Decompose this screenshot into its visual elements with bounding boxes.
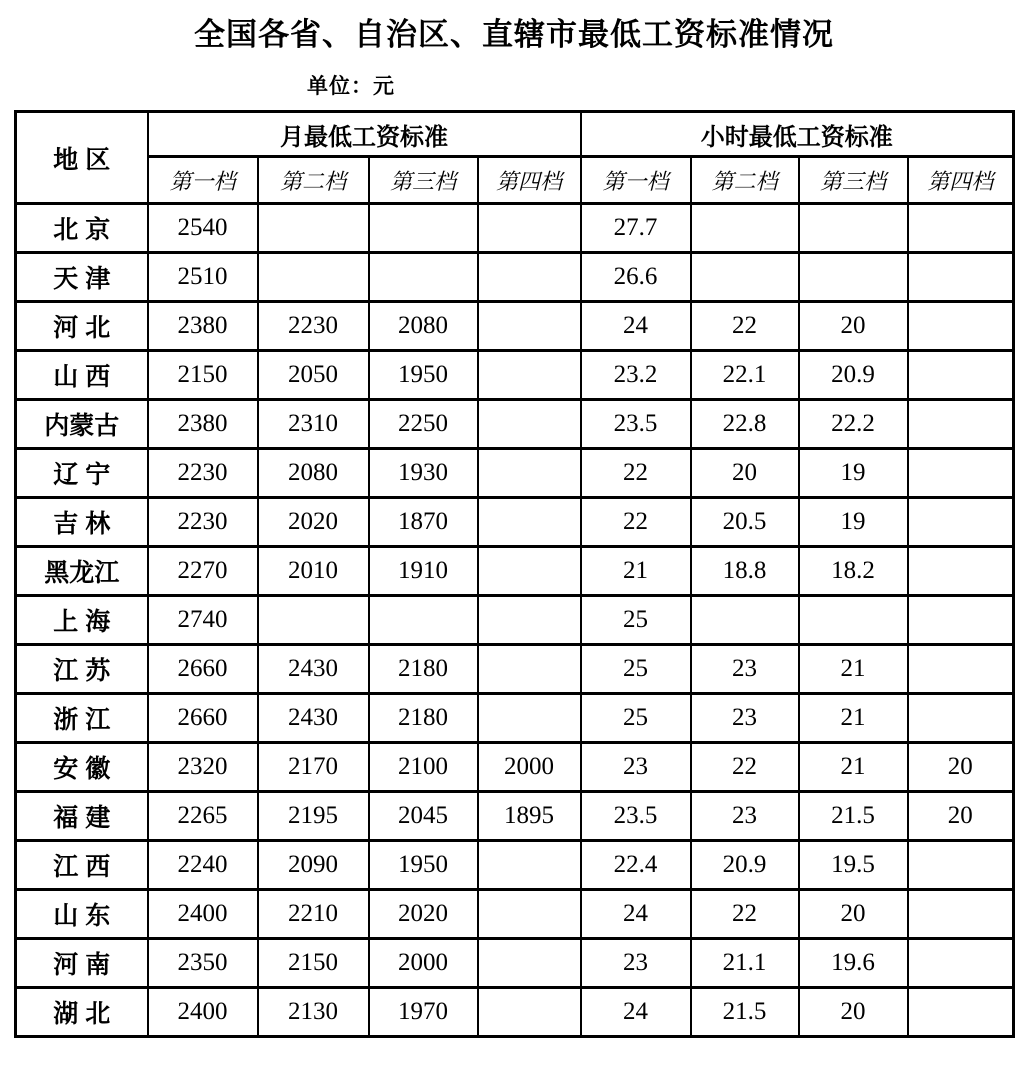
monthly-tier-cell: 2130 [258, 988, 369, 1037]
unit-label: 单位：元 [307, 75, 395, 98]
hourly-tier-cell: 21.5 [691, 988, 799, 1037]
table-row [16, 253, 1014, 302]
monthly-tier-cell: 2430 [258, 645, 369, 694]
monthly-tier-cell: 2740 [148, 596, 258, 645]
hourly-tier-cell: 21 [581, 547, 691, 596]
hourly-tier-cell [691, 596, 799, 645]
hourly-tier-cell: 20 [908, 743, 1014, 792]
hourly-tier-cell [799, 596, 908, 645]
monthly-tier-cell [478, 400, 581, 449]
monthly-tier-cell: 2050 [258, 351, 369, 400]
hourly-tier-cell: 20.5 [691, 498, 799, 547]
header-hourly-tier-4: 第四档 [908, 157, 1014, 204]
hourly-tier-cell [908, 351, 1014, 400]
hourly-tier-cell [908, 253, 1014, 302]
monthly-tier-cell: 2430 [258, 694, 369, 743]
hourly-tier-cell: 22.4 [581, 841, 691, 890]
monthly-tier-cell [478, 988, 581, 1037]
hourly-tier-cell: 19.6 [799, 939, 908, 988]
hourly-tier-cell: 18.2 [799, 547, 908, 596]
hourly-tier-cell: 21.1 [691, 939, 799, 988]
monthly-tier-cell: 2265 [148, 792, 258, 841]
hourly-tier-cell [908, 890, 1014, 939]
monthly-tier-cell [478, 498, 581, 547]
header-monthly-group: 月最低工资标准 [148, 112, 581, 157]
hourly-tier-cell: 23 [691, 694, 799, 743]
monthly-tier-cell: 2380 [148, 302, 258, 351]
hourly-tier-cell: 21.5 [799, 792, 908, 841]
table-row [16, 792, 1014, 841]
hourly-tier-cell [908, 988, 1014, 1037]
table-header [16, 112, 1014, 204]
header-hourly-group: 小时最低工资标准 [581, 112, 1014, 157]
monthly-tier-cell: 2080 [369, 302, 478, 351]
monthly-tier-cell: 2045 [369, 792, 478, 841]
hourly-tier-cell [908, 645, 1014, 694]
table-row [16, 302, 1014, 351]
region-cell: 天 津 [16, 253, 148, 302]
hourly-tier-cell: 22 [581, 498, 691, 547]
monthly-tier-cell: 2350 [148, 939, 258, 988]
hourly-tier-cell: 23.5 [581, 400, 691, 449]
monthly-tier-cell: 2660 [148, 645, 258, 694]
monthly-tier-cell [478, 596, 581, 645]
hourly-tier-cell [908, 449, 1014, 498]
region-cell: 湖 北 [16, 988, 148, 1037]
hourly-tier-cell: 20.9 [691, 841, 799, 890]
hourly-tier-cell: 22.1 [691, 351, 799, 400]
monthly-tier-cell: 2240 [148, 841, 258, 890]
hourly-tier-cell [908, 841, 1014, 890]
header-region: 地 区 [16, 112, 148, 204]
monthly-tier-cell: 2180 [369, 645, 478, 694]
hourly-tier-cell [908, 498, 1014, 547]
hourly-tier-cell: 19 [799, 449, 908, 498]
hourly-tier-cell [691, 204, 799, 253]
monthly-tier-cell: 2000 [369, 939, 478, 988]
table-row [16, 743, 1014, 792]
hourly-tier-cell [908, 694, 1014, 743]
hourly-tier-cell: 25 [581, 596, 691, 645]
minimum-wage-table [14, 110, 1015, 1038]
monthly-tier-cell: 2400 [148, 890, 258, 939]
hourly-tier-cell [691, 253, 799, 302]
region-cell: 江 西 [16, 841, 148, 890]
hourly-tier-cell [908, 302, 1014, 351]
monthly-tier-cell: 2195 [258, 792, 369, 841]
monthly-tier-cell: 2510 [148, 253, 258, 302]
table-row [16, 890, 1014, 939]
table-row [16, 547, 1014, 596]
hourly-tier-cell: 20 [799, 890, 908, 939]
table-row [16, 498, 1014, 547]
hourly-tier-cell: 22 [691, 302, 799, 351]
hourly-tier-cell: 21 [799, 645, 908, 694]
monthly-tier-cell [478, 841, 581, 890]
monthly-tier-cell [478, 645, 581, 694]
hourly-tier-cell: 20 [799, 988, 908, 1037]
monthly-tier-cell: 2230 [148, 449, 258, 498]
monthly-tier-cell [258, 204, 369, 253]
monthly-tier-cell [369, 596, 478, 645]
hourly-tier-cell: 20 [691, 449, 799, 498]
monthly-tier-cell: 2380 [148, 400, 258, 449]
region-cell: 河 北 [16, 302, 148, 351]
monthly-tier-cell [478, 351, 581, 400]
monthly-tier-cell: 2230 [258, 302, 369, 351]
table-row [16, 204, 1014, 253]
region-cell: 辽 宁 [16, 449, 148, 498]
table-row [16, 939, 1014, 988]
hourly-tier-cell: 23 [691, 645, 799, 694]
region-cell: 江 苏 [16, 645, 148, 694]
region-cell: 河 南 [16, 939, 148, 988]
document-title: 全国各省、自治区、直辖市最低工资标准情况 [194, 17, 834, 52]
region-cell: 山 东 [16, 890, 148, 939]
monthly-tier-cell: 1930 [369, 449, 478, 498]
monthly-tier-cell: 2080 [258, 449, 369, 498]
monthly-tier-cell: 2540 [148, 204, 258, 253]
region-cell: 浙 江 [16, 694, 148, 743]
header-hourly-tier-2: 第二档 [691, 157, 799, 204]
header-monthly-tier-1: 第一档 [148, 157, 258, 204]
hourly-tier-cell: 23.5 [581, 792, 691, 841]
hourly-tier-cell: 18.8 [691, 547, 799, 596]
monthly-tier-cell: 1895 [478, 792, 581, 841]
hourly-tier-cell: 27.7 [581, 204, 691, 253]
hourly-tier-cell: 22 [581, 449, 691, 498]
hourly-tier-cell [908, 547, 1014, 596]
monthly-tier-cell: 2660 [148, 694, 258, 743]
monthly-tier-cell: 2020 [369, 890, 478, 939]
region-cell: 山 西 [16, 351, 148, 400]
monthly-tier-cell: 1870 [369, 498, 478, 547]
hourly-tier-cell: 19.5 [799, 841, 908, 890]
hourly-tier-cell: 19 [799, 498, 908, 547]
monthly-tier-cell: 2150 [148, 351, 258, 400]
monthly-tier-cell: 2250 [369, 400, 478, 449]
monthly-tier-cell: 2320 [148, 743, 258, 792]
hourly-tier-cell [908, 596, 1014, 645]
hourly-tier-cell: 24 [581, 988, 691, 1037]
hourly-tier-cell: 26.6 [581, 253, 691, 302]
monthly-tier-cell: 2400 [148, 988, 258, 1037]
hourly-tier-cell: 24 [581, 302, 691, 351]
monthly-tier-cell: 1950 [369, 841, 478, 890]
table-row [16, 645, 1014, 694]
monthly-tier-cell: 2310 [258, 400, 369, 449]
hourly-tier-cell [799, 204, 908, 253]
hourly-tier-cell [799, 253, 908, 302]
region-cell: 安 徽 [16, 743, 148, 792]
region-cell: 内蒙古 [16, 400, 148, 449]
table-row [16, 400, 1014, 449]
header-monthly-tier-2: 第二档 [258, 157, 369, 204]
header-monthly-tier-3: 第三档 [369, 157, 478, 204]
monthly-tier-cell: 2270 [148, 547, 258, 596]
table-row [16, 596, 1014, 645]
hourly-tier-cell: 20 [799, 302, 908, 351]
monthly-tier-cell [478, 890, 581, 939]
table-row [16, 988, 1014, 1037]
table-row [16, 351, 1014, 400]
hourly-tier-cell: 22.2 [799, 400, 908, 449]
header-hourly-tier-1: 第一档 [581, 157, 691, 204]
monthly-tier-cell [478, 204, 581, 253]
monthly-tier-cell: 2000 [478, 743, 581, 792]
header-tier-row [16, 157, 1014, 204]
hourly-tier-cell [908, 939, 1014, 988]
hourly-tier-cell: 21 [799, 694, 908, 743]
hourly-tier-cell: 23.2 [581, 351, 691, 400]
monthly-tier-cell [478, 694, 581, 743]
monthly-tier-cell [478, 302, 581, 351]
table-row [16, 694, 1014, 743]
monthly-tier-cell: 2100 [369, 743, 478, 792]
region-cell: 上 海 [16, 596, 148, 645]
hourly-tier-cell [908, 204, 1014, 253]
monthly-tier-cell [478, 939, 581, 988]
header-group-row [16, 112, 1014, 157]
hourly-tier-cell: 25 [581, 645, 691, 694]
region-cell: 福 建 [16, 792, 148, 841]
monthly-tier-cell: 2150 [258, 939, 369, 988]
monthly-tier-cell: 2010 [258, 547, 369, 596]
header-monthly-tier-4: 第四档 [478, 157, 581, 204]
hourly-tier-cell: 22 [691, 890, 799, 939]
hourly-tier-cell: 25 [581, 694, 691, 743]
table-row [16, 841, 1014, 890]
table-body [16, 204, 1014, 1037]
monthly-tier-cell [478, 253, 581, 302]
monthly-tier-cell: 1970 [369, 988, 478, 1037]
monthly-tier-cell [258, 596, 369, 645]
hourly-tier-cell: 23 [581, 939, 691, 988]
hourly-tier-cell: 23 [691, 792, 799, 841]
monthly-tier-cell [258, 253, 369, 302]
monthly-tier-cell [369, 253, 478, 302]
monthly-tier-cell: 2090 [258, 841, 369, 890]
hourly-tier-cell: 23 [581, 743, 691, 792]
monthly-tier-cell [478, 449, 581, 498]
hourly-tier-cell: 22 [691, 743, 799, 792]
hourly-tier-cell: 22.8 [691, 400, 799, 449]
monthly-tier-cell: 2170 [258, 743, 369, 792]
header-hourly-tier-3: 第三档 [799, 157, 908, 204]
table-row [16, 449, 1014, 498]
monthly-tier-cell: 2210 [258, 890, 369, 939]
monthly-tier-cell [478, 547, 581, 596]
region-cell: 黑龙江 [16, 547, 148, 596]
hourly-tier-cell: 24 [581, 890, 691, 939]
region-cell: 吉 林 [16, 498, 148, 547]
monthly-tier-cell [369, 204, 478, 253]
monthly-tier-cell: 2230 [148, 498, 258, 547]
hourly-tier-cell [908, 400, 1014, 449]
monthly-tier-cell: 2020 [258, 498, 369, 547]
hourly-tier-cell: 21 [799, 743, 908, 792]
hourly-tier-cell: 20 [908, 792, 1014, 841]
monthly-tier-cell: 2180 [369, 694, 478, 743]
monthly-tier-cell: 1950 [369, 351, 478, 400]
monthly-tier-cell: 1910 [369, 547, 478, 596]
hourly-tier-cell: 20.9 [799, 351, 908, 400]
region-cell: 北 京 [16, 204, 148, 253]
